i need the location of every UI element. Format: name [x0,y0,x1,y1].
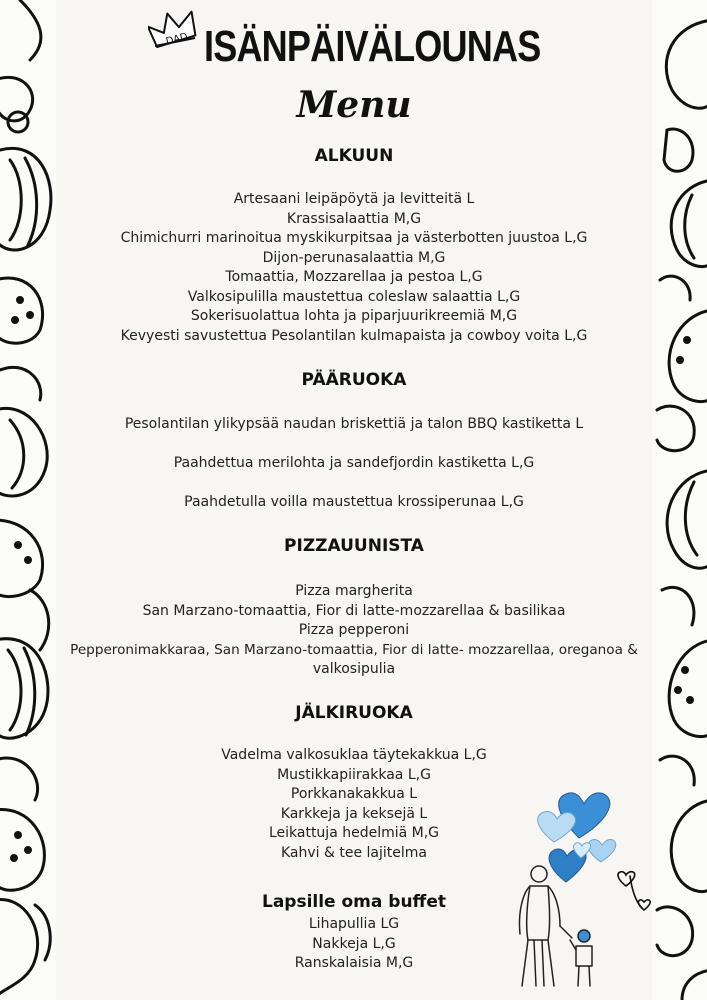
section-heading-dessert: JÄLKIRUOKA [295,703,413,723]
section-heading-kids-buffet: Lapsille oma buffet [261,892,446,912]
heart-icon [538,793,616,882]
list-item: Tomaattia, Mozzarellaa ja pestoa L,G [225,269,483,285]
menu-page [56,0,652,1000]
list-item: Pizza pepperoni [298,622,410,638]
list-item: Chimichurri marinoitua myskikurpitsaa ja västerbotten juustoa L,G [120,230,588,246]
section-heading-starters: ALKUUN [314,146,394,166]
list-item: Nakkeja L,G [312,935,396,952]
list-item: Pepperonimakkaraa, San Marzano-tomaattia, Fior di latte- mozzarellaa, oreganoa & [70,641,638,658]
right-pattern-border [652,0,707,1000]
starters-list [56,190,652,346]
menu-subtitle: Menu [296,84,412,126]
list-item: Paahdettua merilohta ja sandefjordin kastiketta L,G [173,455,535,471]
list-item: Ranskalaisia M,G [294,955,414,971]
father-child-hearts-illustration [506,790,652,990]
list-item: Vadelma valkosuklaa täytekakkua L,G [221,747,487,763]
list-item: Sokerisuolattua lohta ja piparjuurikreemiä M,G [190,308,518,324]
section-heading-pizza: PIZZAUUNISTA [284,536,424,556]
vegetable-pattern-right [652,0,707,1000]
list-item: Kevyesti savustettua Pesolantilan kulmapaista ja cowboy voita L,G [120,327,588,344]
section-heading-main-course: PÄÄRUOKA [301,370,407,390]
father-figure [519,866,572,986]
crown-icon [148,8,204,56]
list-item: Krassisalaattia M,G [286,210,422,227]
main-course-list [56,415,652,532]
list-item: valkosipulia [312,661,396,677]
list-item: Leikattuja hedelmiä M,G [268,825,440,841]
list-item: Pizza margherita [295,583,413,599]
pizza-list [56,582,652,680]
list-item: San Marzano-tomaattia, Fior di latte-mozzarellaa & basilikaa [142,602,566,619]
list-item: Paahdetulla voilla maustettua krossiperunaa L,G [184,494,524,510]
list-item: Artesaani leipäpöytä ja levitteitä L [233,191,475,207]
list-item: Lihapullia LG [308,916,400,932]
list-item: Pesolantilan ylikypsää naudan briskettiä ja talon BBQ kastiketta L [124,416,584,432]
child-figure [570,930,592,986]
list-item: Karkkeja ja keksejä L [280,805,428,822]
page-title: ISÄNPÄIVÄLOUNAS [204,22,541,71]
vegetable-pattern-left [0,0,56,1000]
list-item: Dijon-perunasalaattia M,G [262,249,446,266]
left-pattern-border [0,0,56,1000]
list-item: Kahvi & tee lajitelma [280,844,427,861]
list-item: Porkkanakakkua L [290,786,418,802]
list-item: Mustikkapiirakkaa L,G [277,766,431,783]
list-item: Valkosipulilla maustettua coleslaw salaattia L,G [187,288,521,305]
crown-text: DAD [164,31,189,48]
